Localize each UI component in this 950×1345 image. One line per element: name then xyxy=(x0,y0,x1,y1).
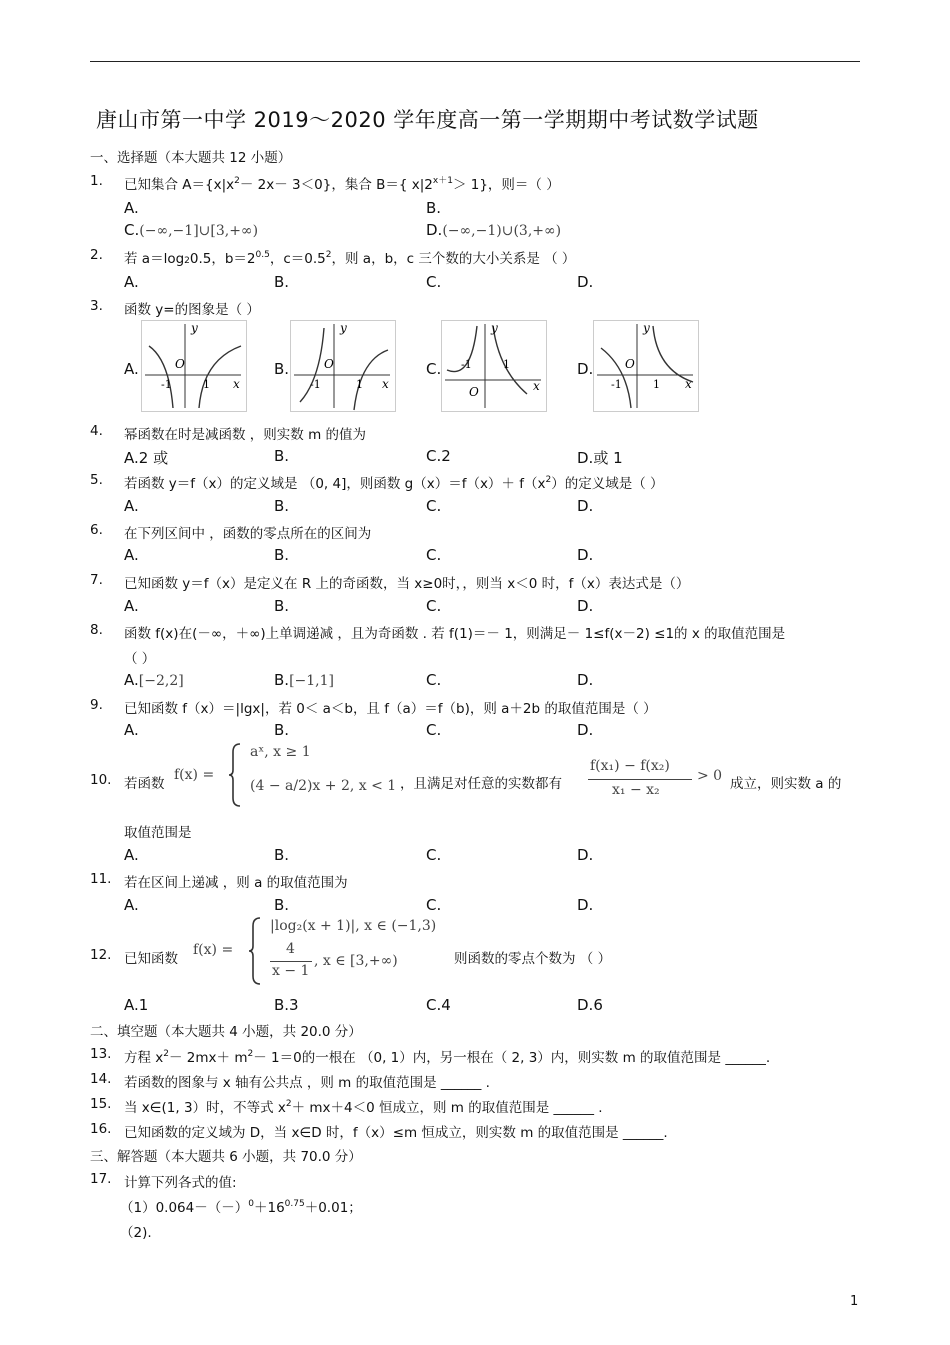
q2-text: 若 a＝log20.5，$b=2^{0.5}$，$c=0.5^2$，则 a，b，c 三个数的大小关系是 （ ） xyxy=(124,250,576,267)
q3-graph-a xyxy=(141,320,247,412)
q4-option-c: C.2 xyxy=(426,447,451,465)
q10-text-line2: 取值范围是 xyxy=(124,825,192,841)
q8-option-c: C. xyxy=(426,671,442,689)
q4-option-a: A.2 或 xyxy=(124,449,169,467)
q10-frac-numerator: f(x₁) − f(x₂) xyxy=(590,758,670,774)
q3-option-b: B. xyxy=(274,360,290,378)
q2-option-a: A. xyxy=(124,273,139,291)
q6-option-a: A. xyxy=(124,546,139,564)
q10-text-c: 成立，则实数 a 的 xyxy=(730,776,842,792)
q5-option-c: C. xyxy=(426,497,442,515)
q7-option-a: A. xyxy=(124,597,139,615)
q11-option-b: B. xyxy=(274,896,290,914)
q5-option-b: B. xyxy=(274,497,290,515)
graph-a-x-label: x xyxy=(233,377,240,391)
q10-fx: f(x) = xyxy=(174,767,215,783)
q9-number: 9. xyxy=(90,697,103,713)
q16-text: 已知函数的定义域为 D，当 x∈D 时，f（x）≤m 恒成立，则实数 m 的取值范围是 ______. xyxy=(124,1125,668,1141)
q4-number: 4. xyxy=(90,423,103,439)
q10-piece-1: aˣ, x ≥ 1 xyxy=(250,744,311,760)
q10-text-b: ，且满足对任意的实数都有 xyxy=(400,776,562,792)
q11-option-a: A. xyxy=(124,896,139,914)
q5-option-d: D. xyxy=(577,497,594,515)
graph-c-one: 1 xyxy=(503,358,510,371)
graph-b-origin: O xyxy=(324,357,334,371)
q12-piece-2-domain: , x ∈ [3,+∞) xyxy=(314,953,398,969)
q11-option-c: C. xyxy=(426,896,442,914)
graph-b-neg-one: -1 xyxy=(310,378,321,391)
graph-d-one: 1 xyxy=(653,378,660,391)
q6-option-b: B. xyxy=(274,546,290,564)
q15-number: 15. xyxy=(90,1096,112,1112)
graph-a-origin: O xyxy=(175,357,185,371)
page-number: 1 xyxy=(850,1294,859,1309)
q10-option-b: B. xyxy=(274,846,290,864)
graph-a-neg-one: -1 xyxy=(161,378,172,391)
q10-option-d: D. xyxy=(577,846,594,864)
q8-option-d: D. xyxy=(577,671,594,689)
page-title: 唐山市第一中学 2019～2020 学年度高一第一学期期中考试数学试题 xyxy=(96,108,759,132)
q12-piece-2-denominator: x − 1 xyxy=(272,963,310,979)
q7-number: 7. xyxy=(90,572,103,588)
graph-a-y-label: y xyxy=(191,321,198,335)
graph-c-y-label: y xyxy=(491,321,498,335)
q6-text: 在下列区间中 ，函数的零点所在的区间为 xyxy=(124,526,372,542)
q5-number: 5. xyxy=(90,472,103,488)
q3-option-c: C. xyxy=(426,360,442,378)
q8-text-line2: （ ） xyxy=(124,651,156,667)
q12-piece-2-numerator: 4 xyxy=(286,941,295,957)
q9-option-c: C. xyxy=(426,721,442,739)
q10-frac-rhs: > 0 xyxy=(697,768,723,784)
graph-c-x-label: x xyxy=(533,379,540,393)
graph-d-y-label: y xyxy=(643,321,650,335)
q12-option-b: B.3 xyxy=(274,996,299,1014)
q7-option-b: B. xyxy=(274,597,290,615)
q11-option-d: D. xyxy=(577,896,594,914)
q3-graph-b xyxy=(290,320,396,412)
q3-option-a: A. xyxy=(124,360,139,378)
q10-number: 10. xyxy=(90,772,112,788)
q10-piece-2: (4 − a/2)x + 2, x < 1 xyxy=(250,778,397,794)
q1-option-d: D.(−∞,−1)∪(3,+∞) xyxy=(426,221,562,239)
q5-text: 若函数 y＝f（x）的定义域是 （0, 4]，则函数 $g(x)=f(x)+ f(x^2)$的定义域是（ ） xyxy=(124,475,664,492)
q1-option-c: C.(−∞,−1]∪[3,+∞) xyxy=(124,221,259,239)
q1-option-a: A. xyxy=(124,199,139,217)
q7-option-c: C. xyxy=(426,597,442,615)
q11-number: 11. xyxy=(90,871,112,887)
q9-text: 已知函数 f（x）＝|lgx|，若 0＜ a＜b，且 f（a）＝f（b)，则 a＋2b 的取值范围是（ ） xyxy=(124,701,657,717)
graph-c-neg-one: -1 xyxy=(461,358,472,371)
q3-graph-d xyxy=(593,320,699,412)
q12-brace xyxy=(248,916,262,986)
q10-frac-denominator: x₁ − x₂ xyxy=(612,782,660,798)
q17-text: 计算下列各式的值: xyxy=(124,1175,237,1191)
graph-b-y-label: y xyxy=(340,321,347,335)
q10-frac-bar xyxy=(588,779,692,780)
q17-part-2: （2). xyxy=(120,1225,152,1241)
q1-number: 1. xyxy=(90,173,103,189)
q12-number: 12. xyxy=(90,947,112,963)
q2-option-b: B. xyxy=(274,273,290,291)
q4-option-b: B. xyxy=(274,447,290,465)
q8-number: 8. xyxy=(90,622,103,638)
graph-d-neg-one: -1 xyxy=(611,378,622,391)
q10-option-a: A. xyxy=(124,846,139,864)
q13-number: 13. xyxy=(90,1046,112,1062)
section-answer-heading: 三、解答题（本大题共 6 小题，共 70.0 分） xyxy=(90,1149,362,1165)
q17-number: 17. xyxy=(90,1171,112,1187)
q2-option-d: D. xyxy=(577,273,594,291)
q12-fx: f(x) = xyxy=(193,942,234,958)
q14-number: 14. xyxy=(90,1071,112,1087)
q9-option-a: A. xyxy=(124,721,139,739)
q12-piece-1: |log₂(x + 1)|, x ∈ (−1,3) xyxy=(270,918,437,934)
q2-number: 2. xyxy=(90,247,103,263)
section-fill-heading: 二、填空题（本大题共 4 小题，共 20.0 分） xyxy=(90,1024,362,1040)
q16-number: 16. xyxy=(90,1121,112,1137)
q7-text: 已知函数 y＝f（x）是定义在 R 上的奇函数，当 x≥0时，，则当 x＜0 时，f（x）表达式是（） xyxy=(124,576,690,592)
q11-text: 若在区间上递减 ，则 a 的取值范围为 xyxy=(124,875,348,891)
graph-a-one: 1 xyxy=(203,378,210,391)
q3-graph-c xyxy=(441,320,547,412)
q9-option-b: B. xyxy=(274,721,290,739)
q12-option-a: A.1 xyxy=(124,996,149,1014)
q6-number: 6. xyxy=(90,522,103,538)
q1-option-b: B. xyxy=(426,199,442,217)
graph-b-x-label: x xyxy=(382,377,389,391)
q12-text-a: 已知函数 xyxy=(124,951,178,967)
q10-brace xyxy=(228,742,242,808)
q17-part-1: $(1)0.064-(-)^0+16^{0.75}+0.01$； xyxy=(120,1199,362,1216)
q8-text: 函数 f(x)在(－∞，＋∞)上单调递减 ，且为奇函数 . 若 f(1)＝－ 1，则满足－ 1≤f(x－2) ≤1的 x 的取值范围是 xyxy=(124,626,786,642)
q6-option-c: C. xyxy=(426,546,442,564)
q13-text: 方程 $x^2- 2mx+ m^2- 1=0$的一根在 （0, 1）内，另一根在（ 2, 3）内，则实数 m 的取值范围是 ______. xyxy=(124,1049,771,1066)
q6-option-d: D. xyxy=(577,546,594,564)
top-rule xyxy=(90,61,860,62)
q15-text: 当 x∈(1, 3）时，不等式 $x^2+ mx+4<0$ 恒成立，则 m 的取值范围是 ______ . xyxy=(124,1099,603,1116)
section-choice-heading: 一、选择题（本大题共 12 小题） xyxy=(90,150,292,166)
q4-option-d: D.或 1 xyxy=(577,449,623,467)
q1-text: 已知集合 $A=\{x|x^2- 2x- 3<0\}$，集合 B＝{ $x|2^{x+1}> 1$}，则＝（ ） xyxy=(124,176,560,193)
q8-option-a: A.[−2,2] xyxy=(124,671,184,689)
graph-b-one: 1 xyxy=(356,378,363,391)
q4-text: 幂函数在时是减函数 ，则实数 m 的值为 xyxy=(124,427,367,443)
graph-d-x-label: x xyxy=(685,377,692,391)
q12-option-d: D.6 xyxy=(577,996,603,1014)
q12-option-c: C.4 xyxy=(426,996,451,1014)
graph-c-origin: O xyxy=(469,385,479,399)
q14-text: 若函数的图象与 x 轴有公共点 ，则 m 的取值范围是 ______ . xyxy=(124,1075,490,1091)
q8-option-b: B.[−1,1] xyxy=(274,671,334,689)
q3-text: 函数 y=的图象是（ ） xyxy=(124,302,260,318)
q5-option-a: A. xyxy=(124,497,139,515)
q12-text-b: 则函数的零点个数为 （ ） xyxy=(454,951,612,967)
q3-number: 3. xyxy=(90,298,103,314)
q10-option-c: C. xyxy=(426,846,442,864)
q2-option-c: C. xyxy=(426,273,442,291)
q7-option-d: D. xyxy=(577,597,594,615)
graph-d-origin: O xyxy=(625,357,635,371)
q12-piece-2-bar xyxy=(270,961,312,962)
q10-text-a: 若函数 xyxy=(124,776,165,792)
q9-option-d: D. xyxy=(577,721,594,739)
q3-option-d: D. xyxy=(577,360,594,378)
